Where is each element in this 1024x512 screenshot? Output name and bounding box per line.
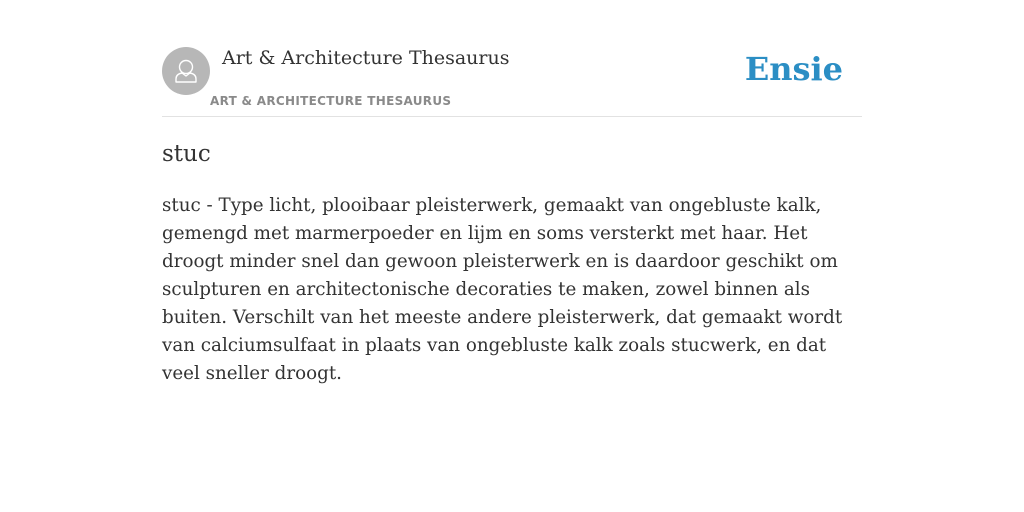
user-icon: [162, 47, 210, 95]
definition-text: stuc - Type licht, plooibaar pleisterwerk, gemaakt van ongebluste kalk, gemengd met marmerpoeder en lijm en soms versterkt met haar. Het droogt minder snel dan gewoon pleisterwerk en is daardoor geschikt om sculpturen en architectonische decoraties te maken, zowel binnen als buiten. Verschilt van het meeste andere pleisterwerk, dat gemaakt wordt van calciumsulfaat in plaats van ongebluste kalk zoals stucwerk, en dat veel sneller droogt.: [162, 195, 843, 384]
entry-header: [162, 38, 862, 117]
brand-logo[interactable]: Ensie: [744, 50, 843, 88]
term-title: stuc: [162, 141, 211, 167]
source-label[interactable]: ART & ARCHITECTURE THESAURUS: [210, 94, 452, 108]
avatar[interactable]: [162, 47, 210, 95]
author-name[interactable]: Art & Architecture Thesaurus: [222, 47, 510, 69]
